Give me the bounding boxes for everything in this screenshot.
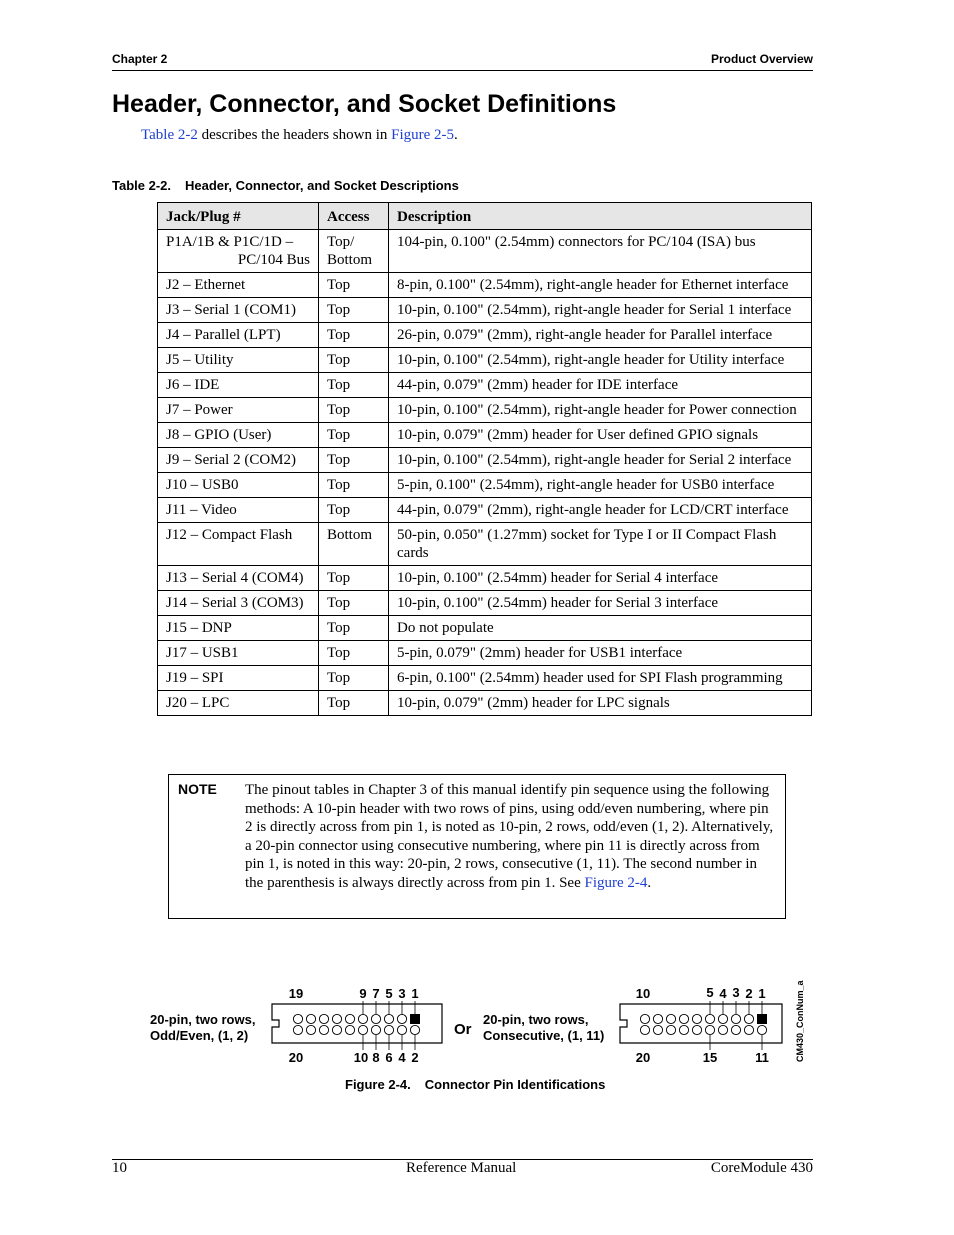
access-cell: Top xyxy=(319,423,389,448)
pin-number-label: 5 xyxy=(385,986,393,1001)
description-cell: 104-pin, 0.100" (2.54mm) connectors for PC/104 (ISA) bus xyxy=(389,230,812,273)
pin xyxy=(371,1014,380,1023)
jack-cell: J4 – Parallel (LPT) xyxy=(158,323,319,348)
access-cell: Top xyxy=(319,323,389,348)
table-row xyxy=(158,666,812,691)
pin xyxy=(332,1014,341,1023)
description-cell: 10-pin, 0.100" (2.54mm) header for Serial 3 interface xyxy=(389,591,812,616)
pin xyxy=(371,1025,380,1034)
access-cell: Top xyxy=(319,448,389,473)
pin-number-label: 20 xyxy=(288,1050,304,1065)
description-cell: 10-pin, 0.100" (2.54mm), right-angle header for Power connection xyxy=(389,398,812,423)
figure-caption-title: Connector Pin Identifications xyxy=(424,1077,606,1092)
access-cell: Top xyxy=(319,473,389,498)
pin xyxy=(397,1025,406,1034)
access-cell: Top xyxy=(319,591,389,616)
left-connector-label-line2: Odd/Even, (1, 2) xyxy=(150,1028,249,1043)
note-body: The pinout tables in Chapter 3 of this manual identify pin sequence using the following methods: A 10-pin header with two rows of pins, using odd/even numbering, where pin 2 is directly across from pin 1, is noted as 10-pin, 2 rows, odd/even (1, 2). Alternatively, a 20-pin connector using consecutive numbering, where pin 11 is directly across from pin 1, is noted in this way: 20-pin, 2 rows, consecutive (1, 11). The second number in the parenthesis is always directly across from pin 1. See xyxy=(245,782,774,891)
description-cell: 10-pin, 0.100" (2.54mm), right-angle header for Serial 1 interface xyxy=(389,298,812,323)
pin-number-label: 15 xyxy=(702,1050,718,1065)
pin-number-label: 4 xyxy=(719,986,727,1001)
pin xyxy=(306,1025,315,1034)
pin xyxy=(718,1025,727,1034)
intro-end: . xyxy=(454,127,458,143)
access-cell: Top xyxy=(319,373,389,398)
jack-cell: J19 – SPI xyxy=(158,666,319,691)
table-row xyxy=(158,273,812,298)
jack-cell: J7 – Power xyxy=(158,398,319,423)
table-caption-number: Table 2-2. xyxy=(112,178,172,193)
table-row xyxy=(158,373,812,398)
table-2-2-link[interactable]: Table 2-2 xyxy=(141,127,198,143)
access-cell: Top xyxy=(319,398,389,423)
jack-cell: J17 – USB1 xyxy=(158,641,319,666)
jack-cell: J12 – Compact Flash xyxy=(158,523,319,566)
jack-cell: J5 – Utility xyxy=(158,348,319,373)
table-row xyxy=(158,641,812,666)
pin xyxy=(666,1014,675,1023)
access-cell: Top xyxy=(319,498,389,523)
pin xyxy=(397,1014,406,1023)
pin-1-square xyxy=(757,1014,767,1024)
pin xyxy=(640,1014,649,1023)
description-cell: 10-pin, 0.100" (2.54mm), right-angle header for Serial 2 interface xyxy=(389,448,812,473)
table-row xyxy=(158,591,812,616)
access-cell: Top xyxy=(319,641,389,666)
table-row xyxy=(158,298,812,323)
pin xyxy=(744,1014,753,1023)
description-cell: 10-pin, 0.079" (2mm) header for LPC signals xyxy=(389,691,812,716)
pin-number-label: 2 xyxy=(411,1050,419,1065)
table-caption-title: Header, Connector, and Socket Descriptions xyxy=(185,178,459,193)
running-header-section: Product Overview xyxy=(710,52,813,66)
jack-cell: J11 – Video xyxy=(158,498,319,523)
access-cell: Bottom xyxy=(319,523,389,566)
note-text xyxy=(245,781,777,893)
page-title: Header, Connector, and Socket Definitions xyxy=(112,90,617,118)
right-connector-label-line1: 20-pin, two rows, xyxy=(483,1012,589,1027)
jack-cell-line2: PC/104 Bus xyxy=(237,252,310,268)
pin xyxy=(718,1014,727,1023)
pin xyxy=(640,1025,649,1034)
pin xyxy=(692,1025,701,1034)
jack-cell: J8 – GPIO (User) xyxy=(158,423,319,448)
description-cell: 10-pin, 0.100" (2.54mm) header for Serial 4 interface xyxy=(389,566,812,591)
description-cell: 5-pin, 0.079" (2mm) header for USB1 interface xyxy=(389,641,812,666)
description-cell: 50-pin, 0.050" (1.27mm) socket for Type I or II Compact Flash cards xyxy=(389,523,812,566)
description-cell: 44-pin, 0.079" (2mm) header for IDE interface xyxy=(389,373,812,398)
jack-cell: J9 – Serial 2 (COM2) xyxy=(158,448,319,473)
pin-number-label: 9 xyxy=(359,986,367,1001)
description-cell: 8-pin, 0.100" (2.54mm), right-angle header for Ethernet interface xyxy=(389,273,812,298)
pin xyxy=(744,1025,753,1034)
table-row xyxy=(158,566,812,591)
table-row xyxy=(158,691,812,716)
pin-number-label: 20 xyxy=(635,1050,651,1065)
table-row xyxy=(158,398,812,423)
jack-cell: J6 – IDE xyxy=(158,373,319,398)
description-cell: 6-pin, 0.100" (2.54mm) header used for SPI Flash programming xyxy=(389,666,812,691)
pin xyxy=(666,1025,675,1034)
pin-number-label: 19 xyxy=(288,986,304,1001)
pin-number-label: 3 xyxy=(732,985,740,1000)
access-cell-line1: Top/ xyxy=(327,234,355,250)
table-row xyxy=(158,498,812,523)
pin-number-label: 1 xyxy=(411,986,419,1001)
jack-cell xyxy=(158,230,319,273)
note-end: . xyxy=(647,874,652,891)
note-label: NOTE xyxy=(178,781,217,797)
figure-2-4-link[interactable]: Figure 2-4 xyxy=(584,874,648,891)
pin-number-label: 8 xyxy=(372,1050,380,1065)
access-cell: Top xyxy=(319,666,389,691)
left-connector-label-line1: 20-pin, two rows, xyxy=(150,1012,256,1027)
connector-table xyxy=(157,202,812,716)
pin xyxy=(679,1014,688,1023)
access-cell: Top xyxy=(319,348,389,373)
access-cell: Top xyxy=(319,691,389,716)
jack-cell: J14 – Serial 3 (COM3) xyxy=(158,591,319,616)
description-cell: 26-pin, 0.079" (2mm), right-angle header for Parallel interface xyxy=(389,323,812,348)
pin-1-square xyxy=(410,1014,420,1024)
footer-product-name: CoreModule 430 xyxy=(710,1160,813,1176)
jack-cell: J10 – USB0 xyxy=(158,473,319,498)
table-row xyxy=(158,323,812,348)
column-header-access: Access xyxy=(319,203,389,230)
access-cell xyxy=(319,230,389,273)
intro-paragraph xyxy=(141,127,458,144)
table-row xyxy=(158,473,812,498)
jack-cell-line1: P1A/1B & P1C/1D – xyxy=(166,234,294,250)
figure-caption xyxy=(345,1077,605,1092)
pin xyxy=(692,1014,701,1023)
pin-number-label: 11 xyxy=(755,1050,769,1065)
pin-number-label: 10 xyxy=(353,1050,369,1065)
pin-number-label: 5 xyxy=(706,985,714,1000)
pin xyxy=(293,1025,302,1034)
pin-number-label: 7 xyxy=(372,986,380,1001)
pin xyxy=(679,1025,688,1034)
description-cell: 5-pin, 0.100" (2.54mm), right-angle header for USB0 interface xyxy=(389,473,812,498)
table-row xyxy=(158,348,812,373)
pin-number-label: 10 xyxy=(635,986,651,1001)
column-header-jack: Jack/Plug # xyxy=(158,203,319,230)
pin xyxy=(319,1025,328,1034)
pin xyxy=(358,1025,367,1034)
pin xyxy=(410,1025,419,1034)
intro-text: describes the headers shown in xyxy=(197,127,392,143)
column-header-description: Description xyxy=(389,203,812,230)
table-header-row xyxy=(158,203,812,230)
pin-number-label: 1 xyxy=(758,986,766,1001)
pin xyxy=(345,1025,354,1034)
right-connector-label-line2: Consecutive, (1, 11) xyxy=(483,1028,605,1043)
description-cell: 10-pin, 0.079" (2mm) header for User defined GPIO signals xyxy=(389,423,812,448)
description-cell: Do not populate xyxy=(389,616,812,641)
table-row xyxy=(158,423,812,448)
pin-number-label: 2 xyxy=(745,986,753,1001)
note-box xyxy=(168,774,786,919)
access-cell: Top xyxy=(319,616,389,641)
jack-cell: J20 – LPC xyxy=(158,691,319,716)
pin-number-label: 3 xyxy=(398,986,406,1001)
jack-cell: J2 – Ethernet xyxy=(158,273,319,298)
pin xyxy=(705,1025,714,1034)
access-cell-line2: Bottom xyxy=(327,252,373,268)
figure-2-5-link[interactable]: Figure 2-5 xyxy=(391,127,455,143)
header-rule xyxy=(112,70,813,71)
jack-cell: J13 – Serial 4 (COM4) xyxy=(158,566,319,591)
table-row xyxy=(158,448,812,473)
jack-cell: J3 – Serial 1 (COM1) xyxy=(158,298,319,323)
table-row xyxy=(158,230,812,273)
access-cell: Top xyxy=(319,566,389,591)
pin-number-label: 6 xyxy=(385,1050,393,1065)
pin xyxy=(293,1014,302,1023)
pin xyxy=(345,1014,354,1023)
description-cell: 44-pin, 0.079" (2mm), right-angle header for LCD/CRT interface xyxy=(389,498,812,523)
pin xyxy=(653,1014,662,1023)
figure-id-label: CM430_ConNum_a xyxy=(795,980,805,1062)
running-header-chapter: Chapter 2 xyxy=(112,52,168,66)
pin xyxy=(332,1025,341,1034)
pin xyxy=(319,1014,328,1023)
pin xyxy=(306,1014,315,1023)
pin xyxy=(757,1025,766,1034)
description-cell: 10-pin, 0.100" (2.54mm), right-angle header for Utility interface xyxy=(389,348,812,373)
pin xyxy=(731,1025,740,1034)
pin xyxy=(358,1014,367,1023)
access-cell: Top xyxy=(319,298,389,323)
page-number: 10 xyxy=(112,1160,127,1176)
figure-caption-number: Figure 2-4. xyxy=(345,1077,411,1092)
pin xyxy=(731,1014,740,1023)
footer-document-title: Reference Manual xyxy=(406,1160,517,1176)
table-caption xyxy=(112,178,459,193)
or-label: Or xyxy=(454,1021,472,1038)
pin xyxy=(705,1014,714,1023)
table-row xyxy=(158,523,812,566)
pin-number-label: 4 xyxy=(398,1050,406,1065)
pin xyxy=(384,1014,393,1023)
table-row xyxy=(158,616,812,641)
access-cell: Top xyxy=(319,273,389,298)
pin xyxy=(653,1025,662,1034)
pin xyxy=(384,1025,393,1034)
jack-cell: J15 – DNP xyxy=(158,616,319,641)
